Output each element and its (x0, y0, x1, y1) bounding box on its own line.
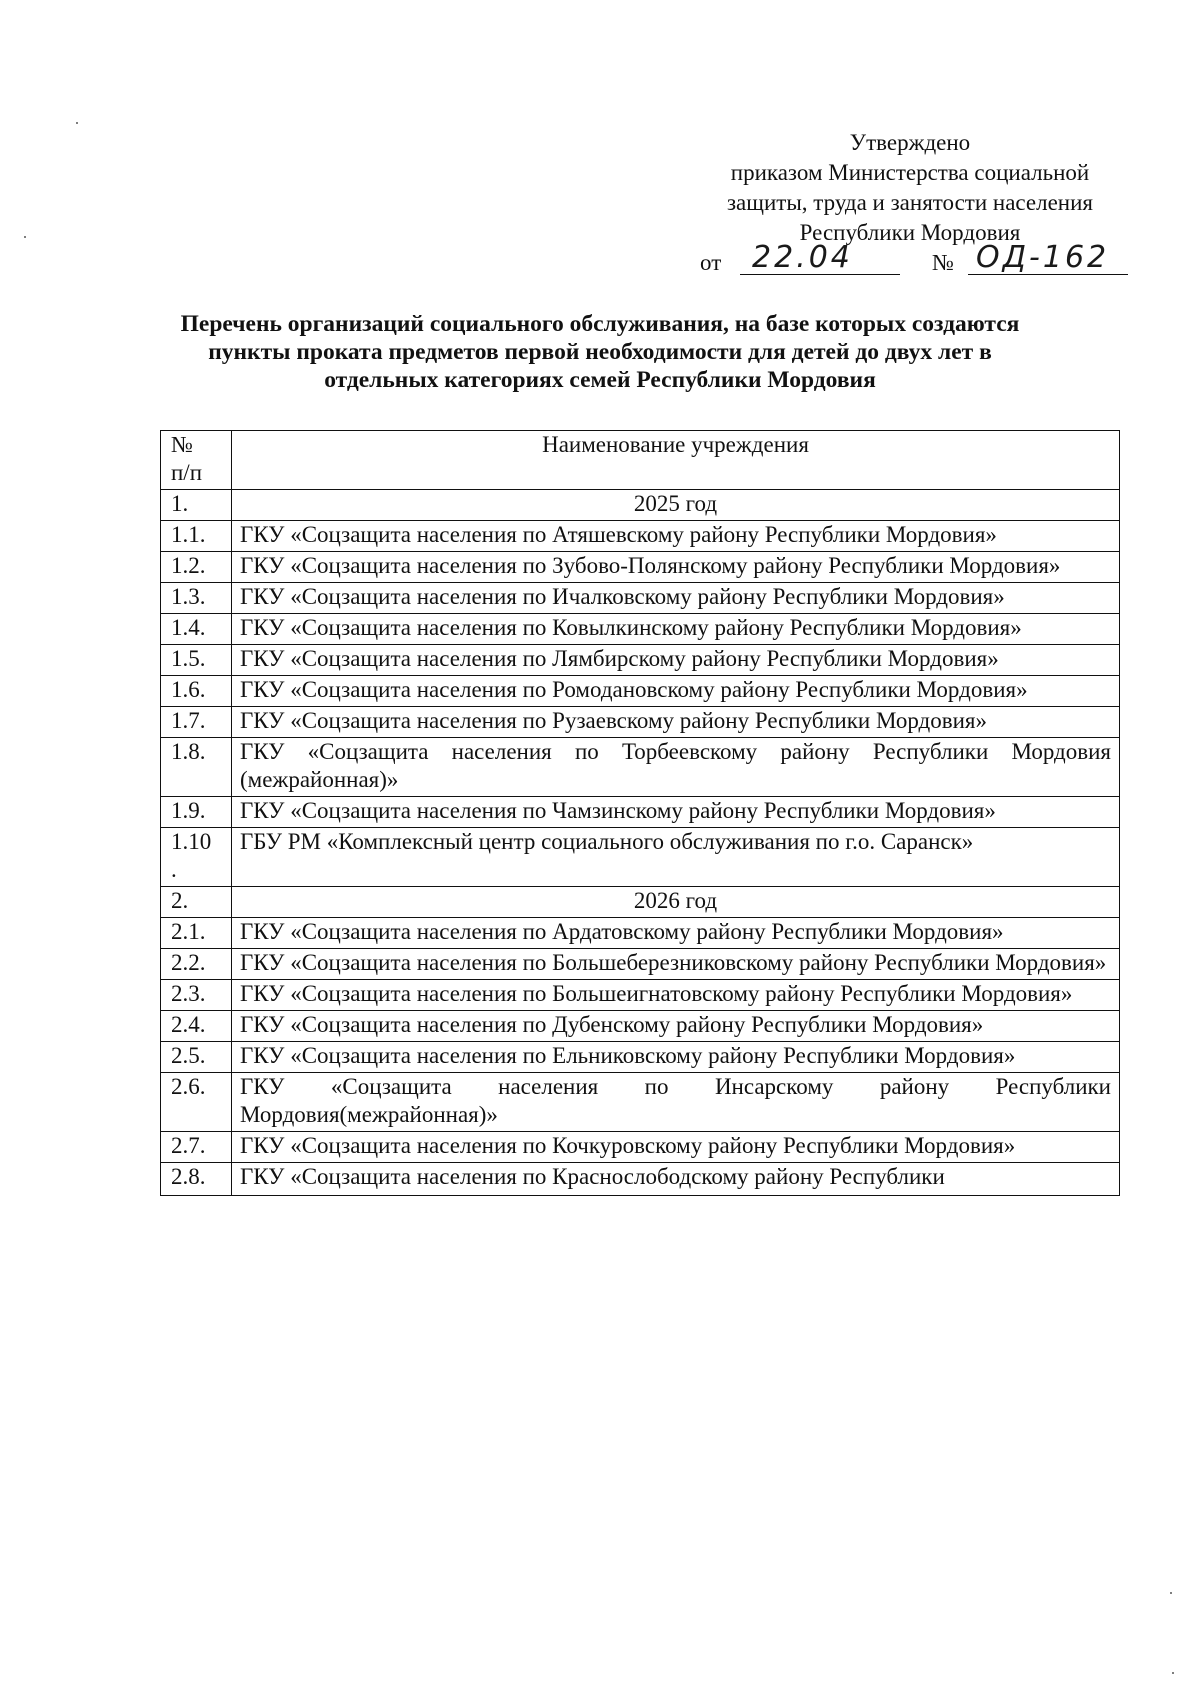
table-row (161, 521, 1120, 552)
institution-name: ГКУ «Соцзащита населения по Торбеевскому району Республики Мордовия (межрайонная)» (232, 738, 1120, 797)
row-number: 2.6. (161, 1073, 232, 1132)
handwritten-date: 22.04 (752, 240, 853, 275)
institution-name: ГКУ «Соцзащита населения по Ичалковскому району Республики Мордовия» (232, 583, 1120, 614)
table-row (161, 1042, 1120, 1073)
table-row (161, 552, 1120, 583)
approval-line: Утверждено (849, 130, 971, 155)
handwritten-number: ОД-162 (976, 240, 1110, 275)
institution-name: ГКУ «Соцзащита населения по Ельниковскому району Республики Мордовия» (232, 1042, 1120, 1073)
table-row (161, 918, 1120, 949)
table-row (161, 980, 1120, 1011)
row-number: 1.8. (161, 738, 232, 797)
row-number: 1.10 . (161, 828, 232, 887)
institution-name: ГКУ «Соцзащита населения по Ромодановскому району Республики Мордовия» (232, 676, 1120, 707)
year-heading: 2025 год (232, 490, 1120, 521)
institution-name: ГКУ «Соцзащита населения по Зубово-Полянскому району Республики Мордовия» (232, 552, 1120, 583)
row-number: 2.2. (161, 949, 232, 980)
title-line: Перечень организаций социального обслуживания, на базе которых создаются (180, 311, 1020, 337)
table-row (161, 614, 1120, 645)
table-row (161, 828, 1120, 887)
table-row (161, 645, 1120, 676)
year-heading: 2026 год (232, 887, 1120, 918)
row-number: 1.3. (161, 583, 232, 614)
title-line: пункты проката предметов первой необходимости для детей до двух лет в (208, 339, 992, 365)
row-number: 2.1. (161, 918, 232, 949)
institution-name: ГКУ «Соцзащита населения по Дубенскому району Республики Мордовия» (232, 1011, 1120, 1042)
table-row (161, 949, 1120, 980)
scan-speck (1172, 1672, 1174, 1674)
row-number: 1.6. (161, 676, 232, 707)
row-number: 1.9. (161, 797, 232, 828)
table-row (161, 887, 1120, 918)
row-number: 1. (161, 490, 232, 521)
table-row (161, 797, 1120, 828)
row-number: 2. (161, 887, 232, 918)
institution-name: ГКУ «Соцзащита населения по Инсарскому району Республики Мордовия(межрайонная)» (232, 1073, 1120, 1132)
institution-name: ГКУ «Соцзащита населения по Чамзинскому району Республики Мордовия» (232, 797, 1120, 828)
row-number: 2.5. (161, 1042, 232, 1073)
date-label: от (700, 250, 722, 275)
row-number: 1.2. (161, 552, 232, 583)
scan-speck (76, 122, 78, 124)
table-row (161, 490, 1120, 521)
table-row (161, 738, 1120, 797)
row-number: 1.4. (161, 614, 232, 645)
institution-name: ГКУ «Соцзащита населения по Большеберезниковскому району Республики Мордовия» (232, 949, 1120, 980)
scan-speck (1170, 1592, 1172, 1594)
institution-name: ГКУ «Соцзащита населения по Лямбирскому району Республики Мордовия» (232, 645, 1120, 676)
row-number: 1.7. (161, 707, 232, 738)
institution-name: ГКУ «Соцзащита населения по Атяшевскому району Республики Мордовия» (232, 521, 1120, 552)
row-number: 2.8. (161, 1163, 232, 1196)
institution-name: ГКУ «Соцзащита населения по Рузаевскому району Республики Мордовия» (232, 707, 1120, 738)
institution-name: ГКУ «Соцзащита населения по Ардатовскому району Республики Мордовия» (232, 918, 1120, 949)
number-label: № (932, 250, 954, 275)
table-row (161, 1132, 1120, 1163)
title-line: отдельных категориях семей Республики Мордовия (324, 367, 876, 393)
table-row (161, 583, 1120, 614)
approval-line: Республики Мордовия (799, 220, 1021, 245)
institution-name: ГКУ «Соцзащита населения по Кочкуровскому району Республики Мордовия» (232, 1132, 1120, 1163)
organizations-table (160, 430, 1120, 1196)
table-row (161, 676, 1120, 707)
table-row (161, 1011, 1120, 1042)
approval-line: защиты, труда и занятости населения (726, 190, 1094, 215)
table-row (161, 707, 1120, 738)
institution-name: ГКУ «Соцзащита населения по Ковылкинскому району Республики Мордовия» (232, 614, 1120, 645)
row-number: 2.3. (161, 980, 232, 1011)
institution-name: ГБУ РМ «Комплексный центр социального обслуживания по г.о. Саранск» (232, 828, 1120, 887)
scan-speck (24, 236, 26, 238)
row-number: 1.5. (161, 645, 232, 676)
row-number: 2.7. (161, 1132, 232, 1163)
row-number: № п/п (161, 431, 232, 490)
institution-name: ГКУ «Соцзащита населения по Большеигнатовскому району Республики Мордовия» (232, 980, 1120, 1011)
institution-name: Наименование учреждения (232, 431, 1120, 490)
table-row (161, 1163, 1120, 1196)
approval-line: приказом Министерства социальной (730, 160, 1090, 185)
table-row (161, 1073, 1120, 1132)
row-number: 2.4. (161, 1011, 232, 1042)
row-number: 1.1. (161, 521, 232, 552)
table-header-row (161, 431, 1120, 490)
institution-name: ГКУ «Соцзащита населения по Краснослободскому району Республики (232, 1163, 1120, 1196)
